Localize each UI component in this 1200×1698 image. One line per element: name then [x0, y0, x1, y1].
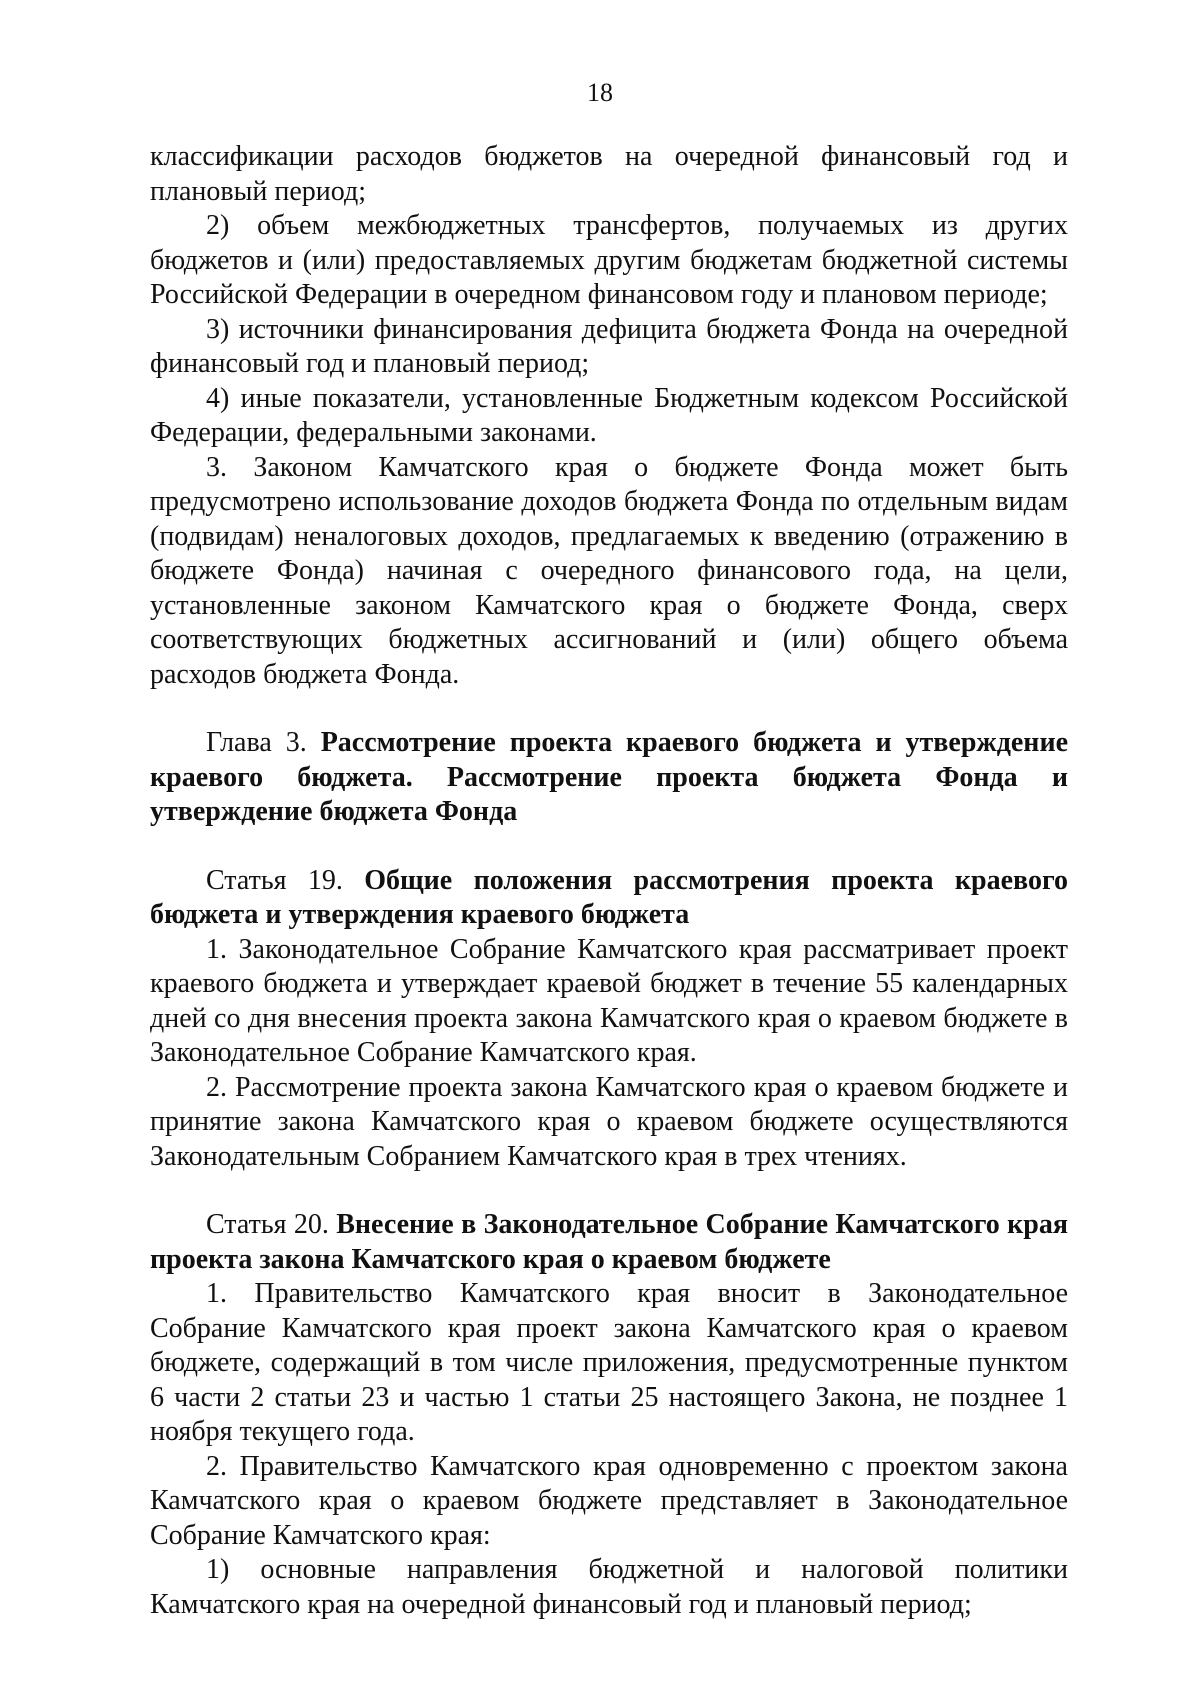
page-number: 18: [587, 78, 613, 107]
paragraph: 1. Правительство Камчатского края вносит в Законодательное Собрание Камчатского края проект закона Камчатского края о краевом бюджете, содержащий в том числе приложения, предусмотренные пунктом 6 части 2 статьи 23 и частью 1 статьи 25 настоящего Закона, не позднее 1 ноября текущего года.: [150, 1278, 1068, 1447]
paragraph: 1. Законодательное Собрание Камчатского края рассматривает проект краевого бюджета и утверждает краевой бюджет в течение 55 календарных дней со дня внесения проекта закона Камчатского края о краевом бюджете в Законодательное Собрание Камчатского края.: [150, 933, 1068, 1068]
article-heading: [150, 1208, 1068, 1277]
paragraph: 1) основные направления бюджетной и налоговой политики Камчатского края на очередной финансовый год и плановый период;: [150, 1554, 1068, 1620]
paragraph: 2. Правительство Камчатского края одновременно с проектом закона Камчатского края о краевом бюджете представляет в Законодательное Собрание Камчатского края:: [150, 1450, 1068, 1551]
chapter-heading: [150, 726, 1068, 830]
spacer: [150, 830, 1068, 864]
article-title: Внесение в Законодательное Собрание Камчатского края проекта закона Камчатского края о краевом бюджете: [150, 1209, 1069, 1275]
article-prefix: Статья 20.: [206, 1209, 329, 1240]
paragraph: 3. Законом Камчатского края о бюджете Фонда может быть предусмотрено использование доходов бюджета Фонда по отдельным видам (подвидам) неналоговых доходов, предлагаемых к введению (отражению в бюджете Фонда) начиная с очередного финансового года, на цели, установленные законом Камчатского края о бюджете Фонда, сверх соответствующих бюджетных ассигнований и (или) общего объема расходов бюджета Фонда.: [150, 451, 1068, 690]
spacer: [150, 692, 1068, 726]
article-title: Общие положения рассмотрения проекта краевого бюджета и утверждения краевого бюджета: [150, 864, 1069, 930]
chapter-prefix: Глава 3.: [206, 727, 307, 758]
paragraph: 4) иные показатели, установленные Бюджетным кодексом Российской Федерации, федеральными законами.: [150, 382, 1068, 448]
paragraph: классификации расходов бюджетов на очередной финансовый год и плановый период;: [150, 141, 1068, 207]
article-heading: [150, 864, 1068, 933]
document-body: [150, 140, 1068, 1622]
paragraph: 3) источники финансирования дефицита бюджета Фонда на очередной финансовый год и плановый период;: [150, 313, 1068, 379]
paragraph: 2. Рассмотрение проекта закона Камчатского края о краевом бюджете и принятие закона Камчатского края о краевом бюджете осуществляются Законодательным Собранием Камчатского края в трех чтениях.: [150, 1071, 1068, 1172]
chapter-title: Рассмотрение проекта краевого бюджета и утверждение краевого бюджета. Рассмотрение проекта бюджета Фонда и утверждение бюджета Фонда: [150, 727, 1069, 827]
spacer: [150, 1174, 1068, 1208]
paragraph: 2) объем межбюджетных трансфертов, получаемых из других бюджетов и (или) предоставляемых другим бюджетам бюджетной системы Российской Федерации в очередном финансовом году и плановом периоде;: [150, 210, 1068, 310]
article-prefix: Статья 19.: [206, 864, 343, 896]
